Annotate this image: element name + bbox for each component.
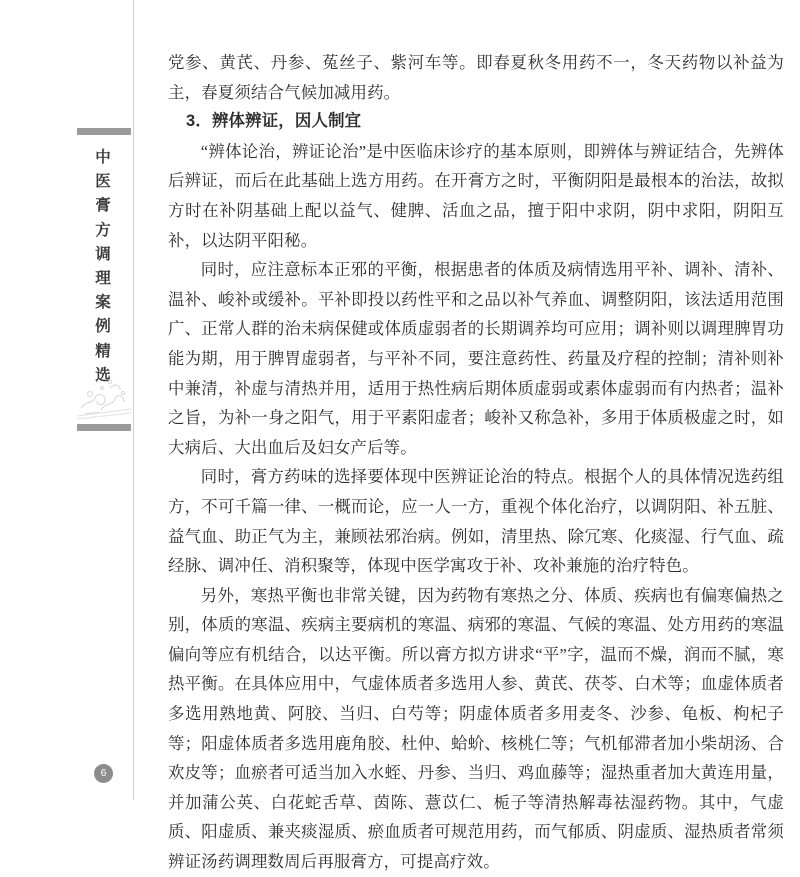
vertical-divider-rule — [133, 0, 134, 800]
paragraph-bianti-bianzheng: “辨体论治，辨证论治”是中医临床诊疗的基本原则，即辨体与辨证结合，先辨体后辨证，而后在此基础上选方用药。在开膏方之时，平衡阴阳是最根本的治法，故拟方时在补阴基础上配以益气、健脾、活血之品，擅于阳中求阴，阴中求阳，阴阳互补，以达阴平阳秘。 — [168, 141, 784, 250]
running-title-char-1: 中 — [95, 149, 111, 166]
running-title-char-2: 医 — [95, 173, 111, 191]
running-title-char-10: 选 — [95, 366, 111, 384]
margin-rule-top — [77, 128, 131, 135]
paragraph-tonifying-methods: 同时，应注意标本正邪的平衡，根据患者的体质及病情选用平补、调补、清补、温补、峻补或缓补。平补即投以药性平和之品以补气养血、调整阴阳，该法适用范围广、正常人群的治未病保健或体质虚弱者的长期调养均可应用；调补则以调理脾胃功能为期，用于脾胃虚弱者，与平补不同，要注意药性、药量及疗程的控制；清补则补中兼清，补虚与清热并用，适用于热性病后期体质虚弱或素体虚弱而有内热者；温补之旨，为补一身之阳气，用于平素阳虚者；峻补又称急补，多用于体质极虚之时，如大病后、大出血后及妇女产后等。 — [168, 260, 784, 457]
page-number-badge: 6 — [94, 764, 113, 783]
cloud-scroll-ornament-icon — [77, 368, 131, 422]
margin-rule-bottom — [77, 424, 131, 431]
paragraph-continuation: 党参、黄芪、丹参、菟丝子、紫河车等。即春夏秋冬用药不一，冬天药物以补益为主，春夏须结合气候加减用药。 — [168, 53, 784, 102]
margin-column — [72, 0, 134, 800]
running-title-char-8: 例 — [95, 318, 111, 336]
running-title-char-3: 膏 — [95, 197, 111, 215]
running-title-char-4: 方 — [95, 221, 111, 239]
body-text-column — [168, 48, 784, 877]
running-title-char-7: 案 — [95, 294, 111, 312]
running-book-title — [72, 146, 134, 388]
running-title-char-6: 理 — [95, 270, 111, 288]
running-title-char-9: 精 — [95, 342, 111, 360]
running-title-char-5: 调 — [95, 245, 111, 263]
paragraph-cold-heat-balance: 另外，寒热平衡也非常关键，因为药物有寒热之分、体质、疾病也有偏寒偏热之别，体质的寒温、疾病主要病机的寒温、病邪的寒温、气候的寒温、处方用药的寒温偏向等应有机结合，以达平衡。所以膏方拟方讲求“平”字，温而不燥，润而不腻，寒热平衡。在具体应用中，气虚体质者多选用人参、黄芪、茯苓、白术等；血虚体质者多选用熟地黄、阿胶、当归、白芍等；阴虚体质者多用麦冬、沙参、龟板、枸杞子等；阳虚体质者多选用鹿角胶、杜仲、蛤蚧、核桃仁等；气机郁滞者加小柴胡汤、合欢皮等；血瘀者可适当加入水蛭、丹参、当归、鸡血藤等；湿热重者加大黄连用量，并加蒲公英、白花蛇舌草、茵陈、薏苡仁、栀子等清热解毒祛湿药物。其中，气虚质、阳虚质、兼夹痰湿质、瘀血质者可规范用药，而气郁质、阴虚质、湿热质者常须辨证汤药调理数周后再服膏方，可提高疗效。 — [168, 585, 784, 872]
paragraph-herb-selection: 同时，膏方药味的选择要体现中医辨证论治的特点。根据个人的具体情况选药组方，不可千篇一律、一概而论，应一人一方，重视个体化治疗，以调阴阳、补五脏、益气血、助正气为主，兼顾祛邪治病。例如，清里热、除冗寒、化痰湿、行气血、疏经脉、调冲任、消积聚等，体现中医学寓攻于补、攻补兼施的治疗特色。 — [168, 467, 784, 576]
section-heading-3: 3．辨体辨证，因人制宜 — [186, 112, 362, 131]
